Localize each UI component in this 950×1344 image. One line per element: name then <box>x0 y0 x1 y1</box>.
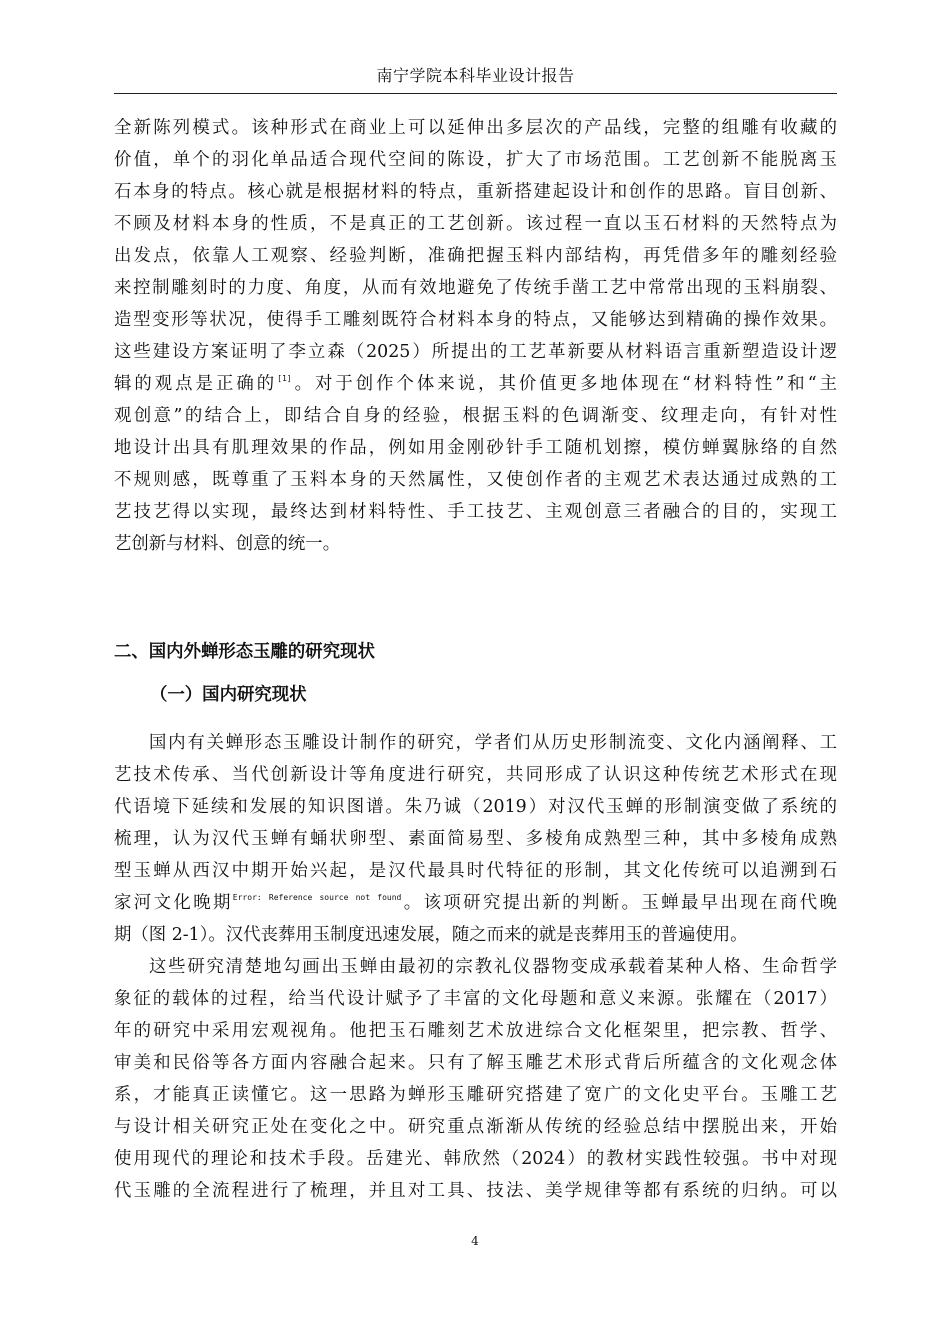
reference-error[interactable]: Error: Reference source not found <box>232 893 402 902</box>
page-number: 4 <box>471 1234 479 1248</box>
text-line: 出发点，依靠人工观察、经验判断，准确把握玉料内部结构，再凭借多年的雕刻经验 <box>114 246 837 266</box>
text-line: 期（图 2-1）。汉代丧葬用玉制度迅速发展，随之而来的就是丧葬用玉的普遍使用。 <box>114 925 748 945</box>
text-segment: 。该项研究提出新的判断。玉蝉最早出现在商代晚 <box>401 893 837 913</box>
text-line: 这些建设方案证明了李立森（2025）所提出的工艺革新要从材料语言重新塑造设计逻 <box>114 342 837 362</box>
citation-ref[interactable]: [1] <box>277 374 292 383</box>
text-line: 价值，单个的羽化单品适合现代空间的陈设，扩大了市场范围。工艺创新不能脱离玉 <box>114 150 837 170</box>
text-line: 象征的载体的过程，给当代设计赋予了丰富的文化母题和意义来源。张耀在（2017） <box>114 989 837 1009</box>
text-line: 造型变形等状况，使得手工雕刻既符合材料本身的特点，又能够达到精确的操作效果。 <box>114 310 837 330</box>
text-line: 国内有关蝉形态玉雕设计制作的研究，学者们从历史形制流变、文化内涵阐释、工 <box>149 733 837 753</box>
paragraph-2 <box>114 727 837 951</box>
text-line-with-citation <box>114 368 837 400</box>
text-line: 使用现代的理论和技术手段。岳建光、韩欣然（2024）的教材实践性较强。书中对现 <box>114 1149 837 1169</box>
text-segment: 。对于创作个体来说，其价值更多地体现在“材料特性”和“主 <box>291 374 837 394</box>
text-line: 艺创新与材料、创意的统一。 <box>114 534 341 554</box>
text-line: 艺技艺得以实现，最终达到材料特性、手工技艺、主观创意三者融合的目的，实现工 <box>114 502 837 522</box>
text-line: 系，才能真正读懂它。这一思路为蝉形玉雕研究搭建了宽广的文化史平台。玉雕工艺 <box>114 1085 837 1105</box>
text-line: 这些研究清楚地勾画出玉蝉由最初的宗教礼仪器物变成承载着某种人格、生命哲学 <box>149 957 837 977</box>
header-rule <box>114 93 837 94</box>
text-line: 全新陈列模式。该种形式在商业上可以延伸出多层次的产品线，完整的组雕有收藏的 <box>114 118 837 138</box>
text-line: 艺技术传承、当代创新设计等角度进行研究，共同形成了认识这种传统艺术形式在现 <box>114 765 837 785</box>
text-line-with-citation <box>114 887 837 919</box>
text-line: 年的研究中采用宏观视角。他把玉石雕刻艺术放进综合文化框架里，把宗教、哲学、 <box>114 1021 837 1041</box>
text-line: 与设计相关研究正处在变化之中。研究重点渐渐从传统的经验总结中摆脱出来，开始 <box>114 1117 837 1137</box>
text-line: 来控制雕刻时的力度、角度，从而有效地避免了传统手凿工艺中常常出现的玉料崩裂、 <box>114 278 837 298</box>
page-header: 南宁学院本科毕业设计报告 <box>376 66 575 85</box>
text-line: 观创意”的结合上，即结合自身的经验，根据玉料的色调渐变、纹理走向，有针对性 <box>114 406 837 426</box>
subsection-heading: （一）国内研究现状 <box>150 685 307 705</box>
paragraph-3 <box>114 951 837 1207</box>
text-line: 代玉雕的全流程进行了梳理，并且对工具、技法、美学规律等都有系统的归纳。可以 <box>114 1181 837 1201</box>
text-segment: 辑的观点是正确的 <box>114 374 278 394</box>
text-line: 地设计出具有肌理效果的作品，例如用金刚砂针手工随机划擦，模仿蝉翼脉络的自然 <box>114 438 837 458</box>
text-line: 代语境下延续和发展的知识图谱。朱乃诚（2019）对汉代玉蝉的形制演变做了系统的 <box>114 797 837 817</box>
text-line: 审美和民俗等各方面内容融合起来。只有了解玉雕艺术形式背后所蕴含的文化观念体 <box>114 1053 837 1073</box>
section-heading: 二、国内外蝉形态玉雕的研究现状 <box>114 642 375 662</box>
text-line: 梳理，认为汉代玉蝉有蛹状卵型、素面简易型、多棱角成熟型三种，其中多棱角成熟 <box>114 829 837 849</box>
text-segment: 家河文化晚期 <box>114 893 233 913</box>
paragraph-1 <box>114 112 837 560</box>
text-line: 型玉蝉从西汉中期开始兴起，是汉代最具时代特征的形制，其文化传统可以追溯到石 <box>114 861 837 881</box>
text-line: 石本身的特点。核心就是根据材料的特点，重新搭建起设计和创作的思路。盲目创新、 <box>114 182 837 202</box>
text-line: 不顾及材料本身的性质，不是真正的工艺创新。该过程一直以玉石材料的天然特点为 <box>114 214 837 234</box>
text-line: 不规则感，既尊重了玉料本身的天然属性，又使创作者的主观艺术表达通过成熟的工 <box>114 470 837 490</box>
